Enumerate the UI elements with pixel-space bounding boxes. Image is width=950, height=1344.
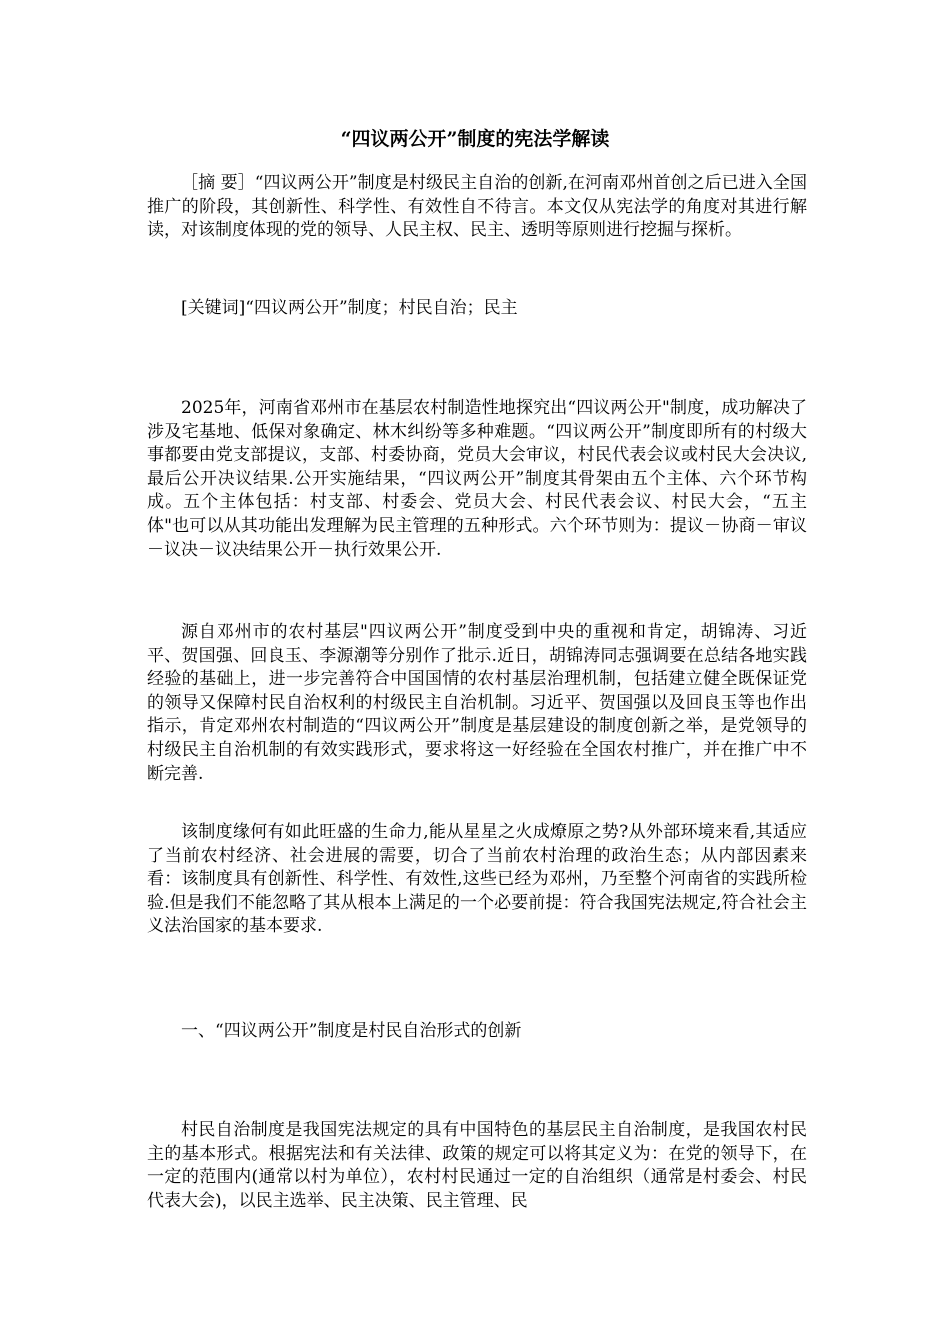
document-title: “四议两公开”制度的宪法学解读 (340, 128, 610, 150)
body-paragraph-2: 源自邓州市的农村基层"四议两公开”制度受到中央的重视和肯定，胡锦涛、习近平、贺国强、回良玉、李源潮等分别作了批示.近日，胡锦涛同志强调要在总结各地实践经验的基础上，进一步完善符合中国国情的农村基层治理机制，包括建立健全既保证党的领导又保障村民自治权利的村级民主自治机制。习近平、贺国强以及回良玉等也作出指示，肯定邓州农村制造的“四议两公开”制度是基层建设的制度创新之举，是党领导的村级民主自治机制的有效实践形式，要求将这一好经验在全国农村推广，并在推广中不断完善. (147, 622, 807, 784)
body-paragraph-4: 村民自治制度是我国宪法规定的具有中国特色的基层民主自治制度，是我国农村民主的基本形式。根据宪法和有关法律、政策的规定可以将其定义为：在党的领导下，在一定的范围内(通常以村为单位），农村村民通过一定的自治组织（通常是村委会、村民代表大会)，以民主选举、民主决策、民主管理、民 (147, 1120, 807, 1211)
abstract-paragraph: ［摘 要］“四议两公开”制度是村级民主自治的创新,在河南邓州首创之后已进入全国推广的阶段，其创新性、科学性、有效性自不待言。本文仅从宪法学的角度对其进行解读，对该制度体现的党的领导、人民主权、民主、透明等原则进行挖掘与探析。 (147, 173, 807, 241)
body-paragraph-3: 该制度缘何有如此旺盛的生命力,能从星星之火成燎原之势?从外部环境来看,其适应了当前农村经济、社会进展的需要，切合了当前农村治理的政治生态；从内部因素来看：该制度具有创新性、科学性、有效性,这些已经为邓州，乃至整个河南省的实践所检验.但是我们不能忽略了其从根本上满足的一个必要前提：符合我国宪法规定,符合社会主义法治国家的基本要求. (147, 822, 807, 937)
section-heading-1: 一、“四议两公开”制度是村民自治形式的创新 (181, 1021, 522, 1041)
body-paragraph-1: 2025年，河南省邓州市在基层农村制造性地探究出“四议两公开"制度，成功解决了涉及宅基地、低保对象确定、林木纠纷等多种难题。“四议两公开”制度即所有的村级大事都要由党支部提议，支部、村委协商，党员大会审议，村民代表会议或村民大会决议,最后公开决议结果.公开实施结果，“四议两公开”制度其骨架由五个主体、六个环节构成。五个主体包括：村支部、村委会、党员大会、村民代表会议、村民大会，“五主体"也可以从其功能出发理解为民主管理的五种形式。六个环节则为：提议－协商－审议－议决－议决结果公开－执行效果公开. (147, 398, 807, 560)
keywords-line: [关键词]“四议两公开”制度；村民自治；民主 (181, 298, 518, 318)
